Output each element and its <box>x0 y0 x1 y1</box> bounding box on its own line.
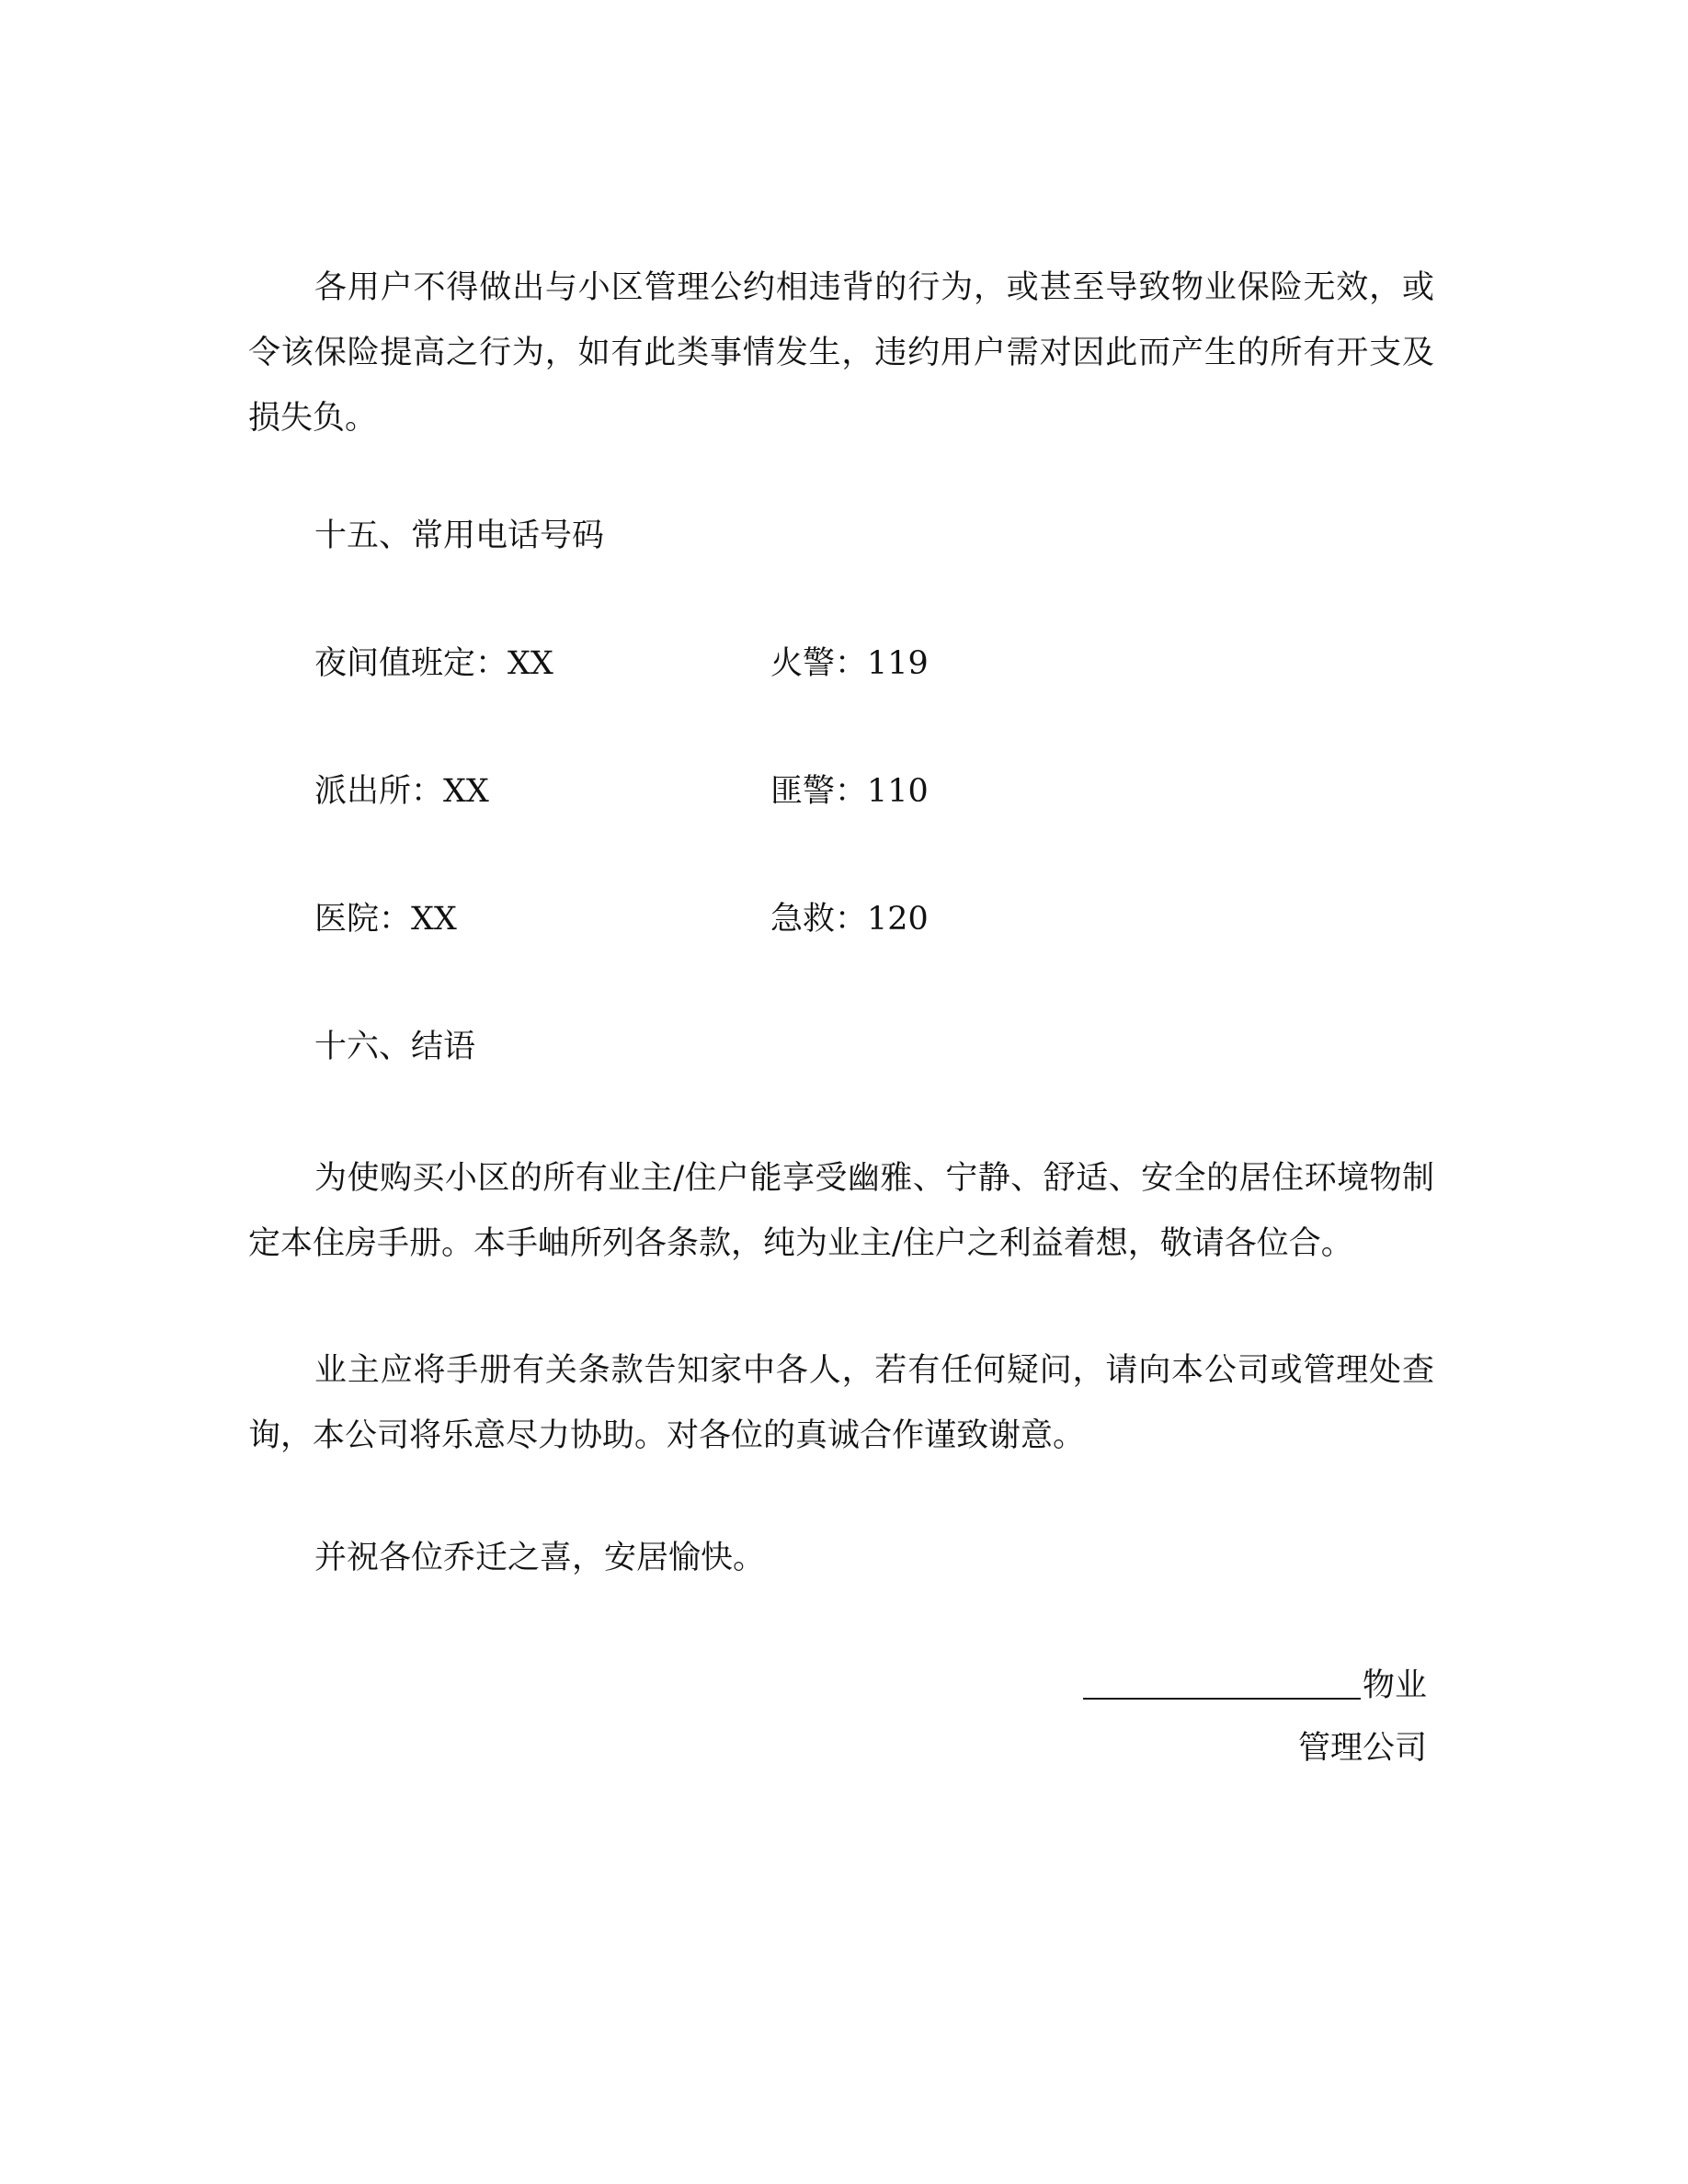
closing-paragraph-1: 为使购买小区的所有业主/住户能享受幽雅、宁静、舒适、安全的居住环境物制定本住房手册。本手岫所列各条款，纯为业主/住户之利益着想，敬请各位合。 <box>248 1160 1434 1262</box>
closing-paragraph-3: 并祝各位乔迁之喜，安居愉快。 <box>314 1540 766 1576</box>
signature-blank-line <box>1083 1698 1361 1700</box>
signature-line-1: 物业 <box>1363 1667 1428 1704</box>
signature-line-2: 管理公司 <box>1298 1730 1428 1767</box>
phone-night-duty: 夜间值班定：XX <box>314 645 553 682</box>
phone-fire: 火警：119 <box>770 645 929 682</box>
phone-hospital: 医院：XX <box>314 901 457 938</box>
phone-police-station: 派出所：XX <box>314 773 489 810</box>
section-15-heading: 十五、常用电话号码 <box>314 518 605 554</box>
closing-paragraph-2: 业主应将手册有关条款告知家中各人，若有任何疑问，请向本公司或管理处查询，本公司将乐意尽力协助。对各位的真诚合作谨致谢意。 <box>248 1352 1434 1454</box>
section-16-heading: 十六、结语 <box>314 1029 476 1065</box>
phone-police: 匪警：110 <box>770 773 929 810</box>
phone-ambulance: 急救：120 <box>770 901 929 938</box>
insurance-paragraph: 各用户不得做出与小区管理公约相违背的行为，或甚至导致物业保险无效，或令该保险提高之行为，如有此类事情发生，违约用户需对因此而产生的所有开支及损失负。 <box>248 269 1434 437</box>
